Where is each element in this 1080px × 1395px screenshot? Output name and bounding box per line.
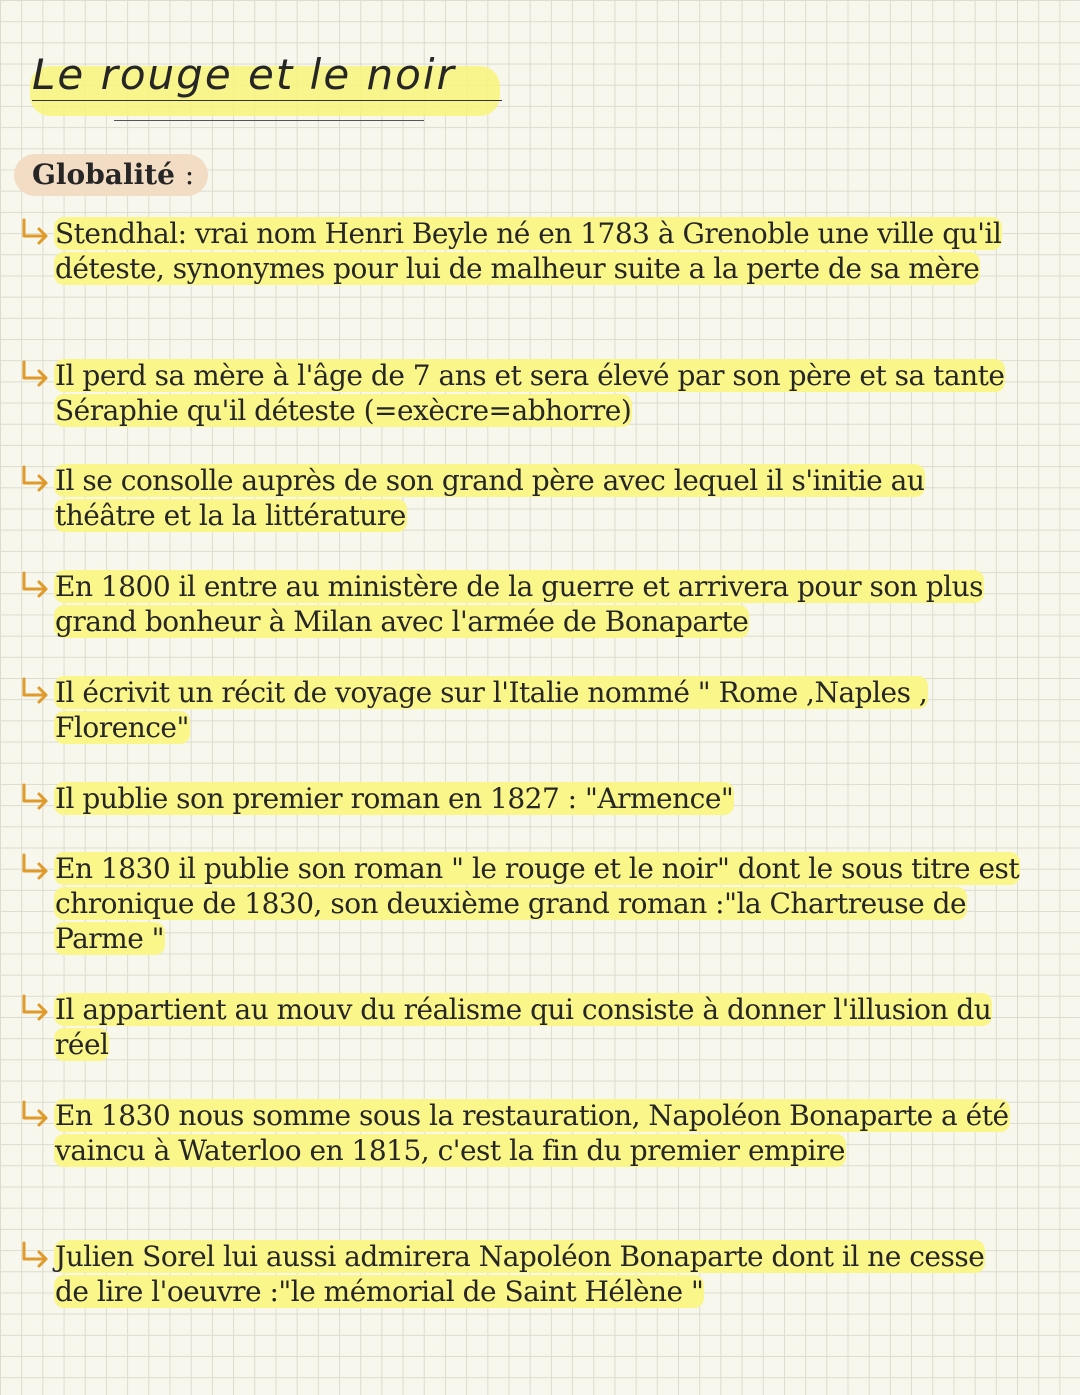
arrow-icon	[18, 992, 52, 1022]
section-heading	[14, 154, 208, 196]
arrow-icon	[18, 1239, 52, 1269]
item-text: Il se consolle auprès de son grand père avec lequel il s'initie au théâtre et la la littérature	[55, 464, 925, 532]
item-text: Julien Sorel lui aussi admirera Napoléon Bonaparte dont il ne cesse de lire l'oeuvre :"le mémorial de Saint Hélène "	[55, 1240, 985, 1308]
section-heading-colon: :	[184, 158, 195, 191]
list-item	[16, 358, 1026, 428]
item-text: Stendhal: vrai nom Henri Beyle né en 1783 à Grenoble une ville qu'il déteste, synonymes pour lui de malheur suite a la perte de sa mère	[55, 217, 1002, 285]
arrow-icon	[18, 675, 52, 705]
arrow-icon	[18, 1098, 52, 1128]
list-item	[16, 675, 1026, 745]
item-text: Il appartient au mouv du réalisme qui consiste à donner l'illusion du réel	[55, 993, 992, 1061]
arrow-icon	[18, 216, 52, 246]
section-heading-label: Globalité	[32, 158, 175, 191]
arrow-icon	[18, 358, 52, 388]
page-title: Le rouge et le noir	[32, 50, 456, 99]
arrow-icon	[18, 851, 52, 881]
list-item	[16, 781, 1026, 816]
title-underline	[32, 100, 502, 101]
list-item	[16, 1239, 1026, 1309]
arrow-icon	[18, 569, 52, 599]
item-text: Il publie son premier roman en 1827 : "Armence"	[55, 782, 734, 815]
item-text: En 1830 nous somme sous la restauration, Napoléon Bonaparte a été vaincu à Waterloo en 1815, c'est la fin du premier empire	[55, 1099, 1009, 1167]
title-underline-secondary	[114, 120, 424, 121]
list-item	[16, 463, 1026, 533]
item-text: En 1830 il publie son roman " le rouge et le noir" dont le sous titre est chronique de 1830, son deuxième grand roman :"la Chartreuse de Parme "	[55, 852, 1020, 955]
list-item	[16, 992, 1026, 1062]
item-text: En 1800 il entre au ministère de la guerre et arrivera pour son plus grand bonheur à Milan avec l'armée de Bonaparte	[55, 570, 983, 638]
list-item	[16, 569, 1026, 639]
item-text: Il perd sa mère à l'âge de 7 ans et sera élevé par son père et sa tante Séraphie qu'il déteste (=exècre=abhorre)	[55, 359, 1005, 427]
arrow-icon	[18, 463, 52, 493]
list-item	[16, 1098, 1026, 1168]
arrow-icon	[18, 781, 52, 811]
item-text: Il écrivit un récit de voyage sur l'Italie nommé " Rome ,Naples , Florence"	[55, 676, 928, 744]
list-item	[16, 216, 1026, 286]
title-block	[22, 22, 502, 134]
list-item	[16, 851, 1026, 956]
